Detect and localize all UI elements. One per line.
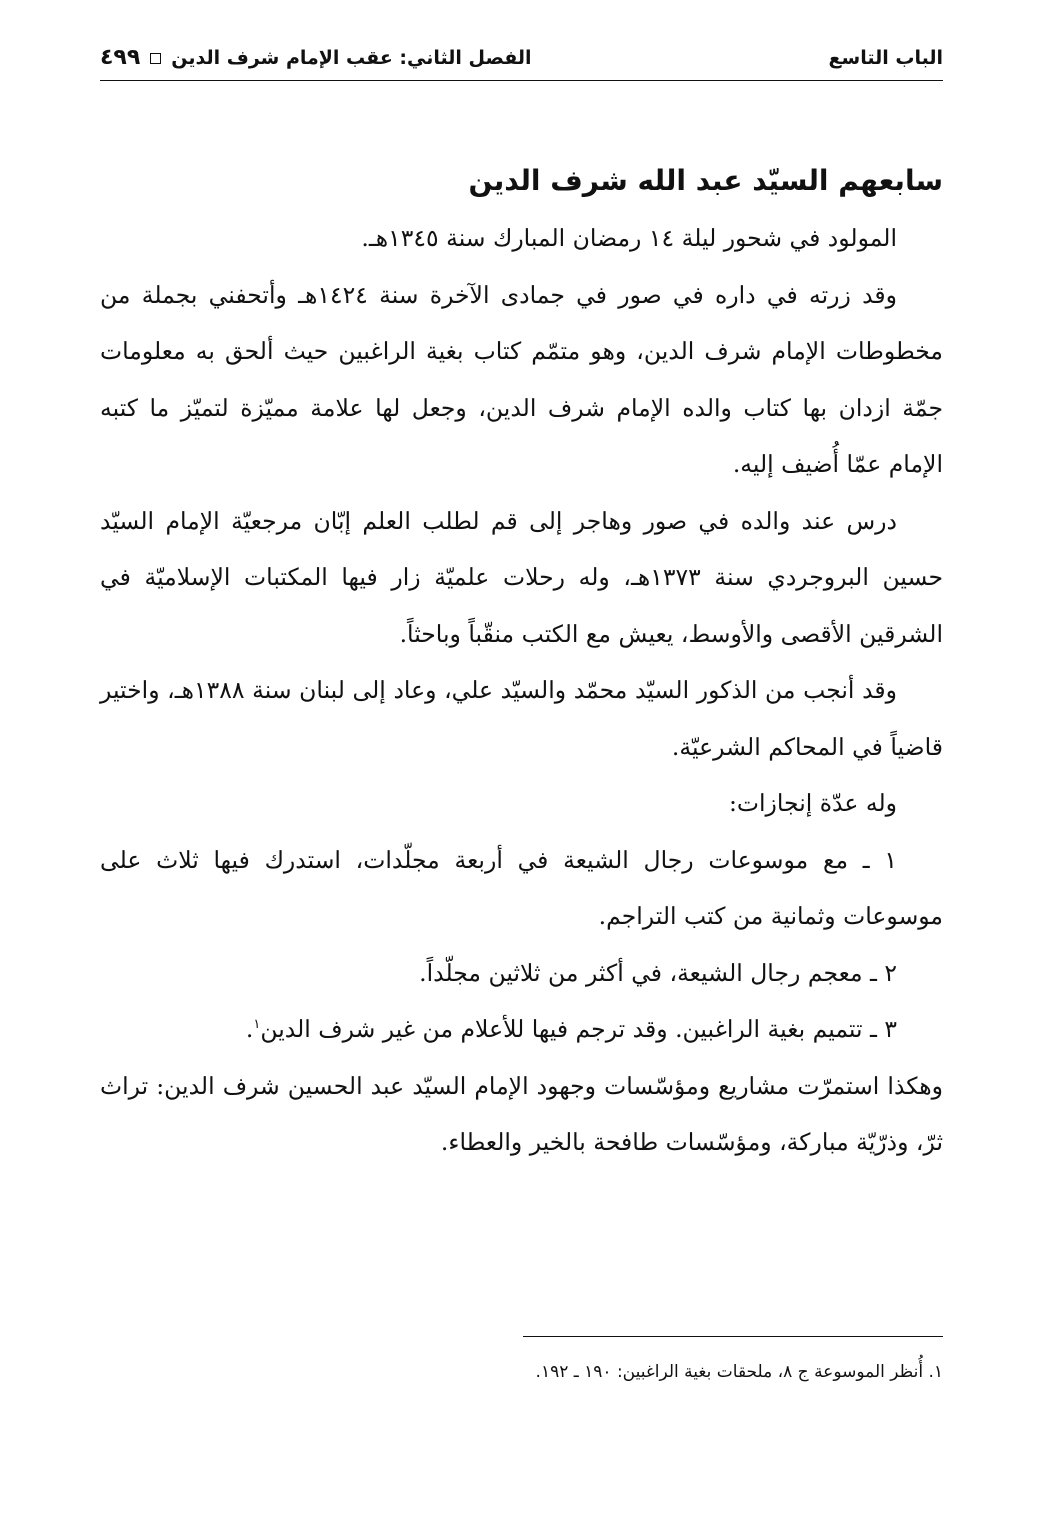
square-icon xyxy=(150,53,161,64)
paragraph-birth: المولود في شحور ليلة ١٤ رمضان المبارك سنة ١٣٤٥هـ. xyxy=(361,224,897,252)
running-header xyxy=(100,38,943,78)
achievement-item-3 xyxy=(100,1001,943,1058)
footnote-reference[interactable]: ١ xyxy=(253,1017,261,1033)
chapter-and-page xyxy=(100,38,532,78)
main-text xyxy=(100,152,943,1171)
page-number: ٤٩٩ xyxy=(100,45,141,70)
header-divider xyxy=(100,80,943,81)
paragraph-achievements-intro: وله عدّة إنجازات: xyxy=(728,789,897,817)
achievement-item-3-period: . xyxy=(245,1015,254,1043)
achievement-item-2: ٢ ـ معجم رجال الشيعة، في أكثر من ثلاثين مجلّداً. xyxy=(419,958,897,987)
footnote: ١. أُنظر الموسوعة ج ٨، ملحقات بغية الراغبين: ١٩٠ ـ ١٩٢. xyxy=(535,1362,943,1382)
paragraph-studies: درس عند والده في صور وهاجر إلى قم لطلب العلم إبّان مرجعيّة الإمام السيّد حسين البروجردي سنة ١٣٧٣هـ، وله رحلات علميّة زار فيها المكتبات الإسلاميّة في الشرقين الأقصى والأوسط، يعيش مع الكتب منقّباً وباحثاً. xyxy=(100,506,943,648)
paragraph-closing: وهكذا استمرّت مشاريع ومؤسّسات وجهود الإمام السيّد عبد الحسين شرف الدين: تراث ثرّ، وذرّيّة مباركة، ومؤسّسات طافحة بالخير والعطاء. xyxy=(100,1071,943,1156)
chapter-title: الفصل الثاني: عقب الإمام شرف الدين xyxy=(171,47,532,69)
footnote-divider xyxy=(523,1336,943,1337)
achievement-item-3-text: ٣ ـ تتميم بغية الراغبين. وقد ترجم فيها للأعلام من غير شرف الدين xyxy=(260,1015,897,1043)
book-part-label: الباب التاسع xyxy=(828,47,943,69)
paragraph-visit: وقد زرته في داره في صور في جمادى الآخرة سنة ١٤٢٤هـ وأتحفني بجملة من مخطوطات الإمام شرف الدين، وهو متمّم كتاب بغية الراغبين حيث ألحق به معلومات جمّة ازدان بها كتاب والده الإمام شرف الدين، وجعل لها علامة مميّزة لتميّز ما كتبه الإمام عمّا أُضيف إليه. xyxy=(100,280,943,478)
achievement-item-1: ١ ـ مع موسوعات رجال الشيعة في أربعة مجلّدات، استدرك فيها ثلاث على موسوعات وثمانية من كتب التراجم. xyxy=(100,845,943,930)
paragraph-family: وقد أنجب من الذكور السيّد محمّد والسيّد علي، وعاد إلى لبنان سنة ١٣٨٨هـ، واختير قاضياً في المحاكم الشرعيّة. xyxy=(100,676,943,761)
section-title: سابعهم السيّد عبد الله شرف الدين xyxy=(468,164,943,197)
